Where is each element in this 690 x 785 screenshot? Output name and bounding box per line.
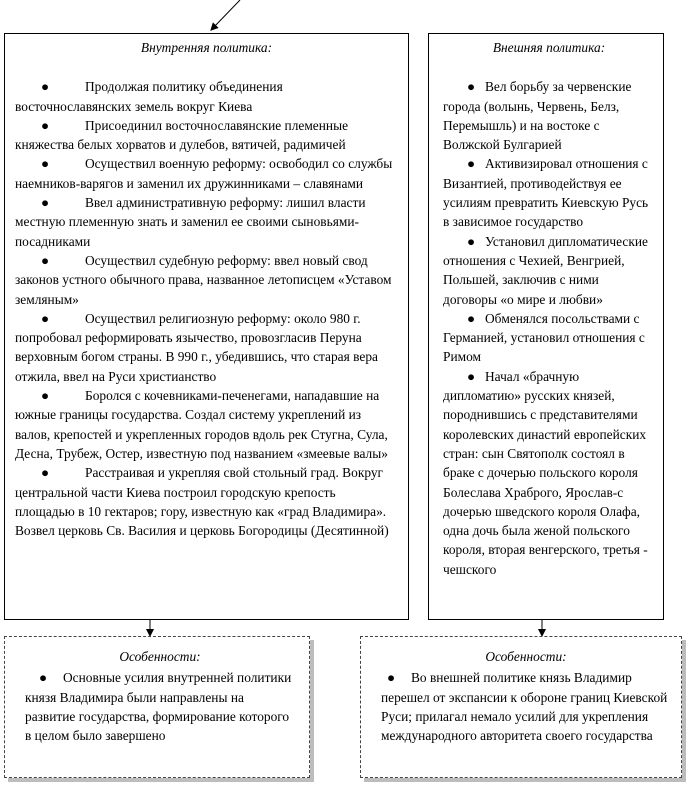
bullet-icon: ● <box>41 195 50 211</box>
list-item: ● Продолжая политику объединения восточнославянских земель вокруг Киева <box>15 79 283 114</box>
top-arrow <box>213 0 240 28</box>
bullet-icon: ● <box>41 465 50 481</box>
internal-features-box <box>4 636 310 778</box>
external-policy-box <box>428 33 664 620</box>
external-features-text: ● Во внешней политике князь Владимир перешел от экспансии к обороне границ Киевской Руси; прилагал немало усилий для укрепления международного авторитета своего государства <box>381 670 668 744</box>
external-features-title: Особенности: <box>485 649 567 664</box>
bullet-icon: ● <box>467 233 476 249</box>
bullet-icon: ● <box>39 670 48 686</box>
internal-features-title: Особенности: <box>119 649 201 664</box>
external-policy-title: Внешняя политика: <box>492 40 606 55</box>
bullet-icon: ● <box>467 156 476 172</box>
external-policy-list <box>443 77 655 579</box>
list-item: ● Боролся с кочевниками-печенегами, нападавшие на южные границы государства. Создал систему укреплений из валов, крепостей и укрепленных городов вдоль рек Стугна, Сула, Десна, Трубеж, Остер, известную под названием «змеевые валы» <box>15 388 388 461</box>
list-item: ● Ввел административную реформу: лишил власти местную племенную знать и заменил ее своими сыновьями-посадниками <box>15 195 366 249</box>
bullet-icon: ● <box>41 310 50 326</box>
bullet-icon: ● <box>41 79 50 95</box>
bullet-icon: ● <box>467 310 476 326</box>
list-item: ● Осуществил религиозную реформу: около 980 г. попробовал реформировать язычество, провозгласив Перуна верховным богом страны. В 990 г., убедившись, что старая вера отжила, ввел на Руси христианство <box>15 310 378 384</box>
bullet-icon: ● <box>387 670 396 686</box>
list-item: ● Активизировал отношения с Византией, противодействуя ее усилиям превратить Киевскую Русь в зависимое государство <box>443 156 649 230</box>
list-item: ● Расстраивая и укрепляя свой стольный град. Вокруг центральной части Киева построил городскую крепость площадью в 10 гектаров; гору, известную как «град Владимира». Возвел церковь Св. Василия и церковь Богородицы (Десятинной) <box>15 465 389 539</box>
list-item: ● Установил дипломатические отношения с Чехией, Венгрией, Польшей, заключив с ними договоры «о мире и любви» <box>443 233 648 307</box>
list-item: ● Присоединил восточнославянские племенные княжества белых хорватов и дулебов, вятичей, радимичей <box>15 117 349 153</box>
bullet-icon: ● <box>41 117 50 133</box>
internal-policy-title: Внутренняя политика: <box>140 40 273 55</box>
external-features-box <box>360 636 682 778</box>
list-item: ● Осуществил военную реформу: освободил со службы наемников-варягов и заменил их дружинниками – славянами <box>15 156 393 191</box>
list-item: ● Начал «брачную дипломатию» русских князей, породнившись с представителями королевских династий европейских стран: сын Святополк состоял в браке с дочерью польского короля Болеслава Храброго, Ярослав-с дочерью шведского короля Олафа, одна дочь была женой польского короля, вторая венгерского, третья - чешского <box>443 368 648 577</box>
internal-policy-list <box>15 77 398 540</box>
bullet-icon: ● <box>41 388 50 404</box>
list-item: ● Осуществил судебную реформу: ввел новый свод законов устного обычного права, названное летописцем «Уставом земляным» <box>15 252 392 307</box>
list-item: ● Обменялся посольствами с Германией, установил отношения с Римом <box>443 310 645 365</box>
list-item: ● Вел борьбу за червенские города (волынь, Червень, Белз, Перемышль) и на востоке с Волжской Булгарией <box>443 79 632 153</box>
bullet-icon: ● <box>467 368 476 384</box>
bullet-icon: ● <box>41 156 50 172</box>
bullet-icon: ● <box>467 79 476 95</box>
internal-features-text: ● Основные усилия внутренней политики князя Владимира были направлены на развитие государства, формирование которого в целом было завершено <box>25 670 292 744</box>
internal-policy-box <box>4 33 409 620</box>
bullet-icon: ● <box>41 252 50 268</box>
